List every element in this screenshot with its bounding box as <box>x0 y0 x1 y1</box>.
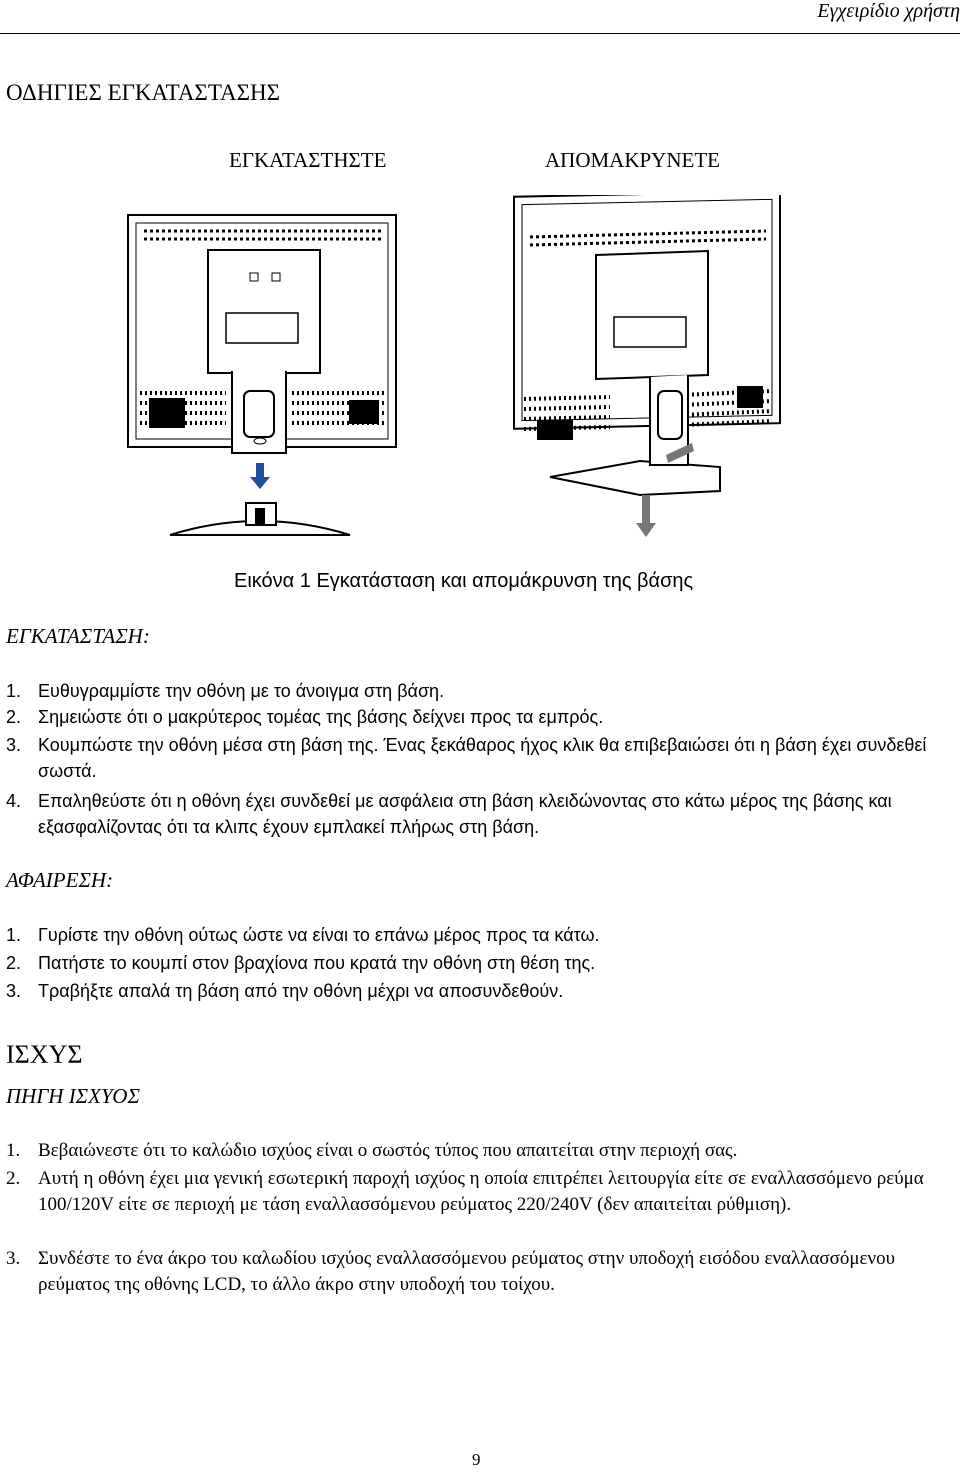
power-step-number: 1. <box>6 1140 21 1161</box>
figure-label-install: ΕΓΚΑΤΑΣΤΗΣΤΕ <box>229 148 387 172</box>
install-step-text: Σημειώστε ότι ο μακρύτερος τομέας της βάσης δείχνει προς τα εμπρός. <box>38 707 604 727</box>
stand-base-left <box>170 503 350 535</box>
power-heading: ΙΣΧΥΣ <box>6 1040 83 1069</box>
remove-step-number: 3. <box>6 981 22 1001</box>
remove-step-text: Τραβήξτε απαλά τη βάση από την οθόνη μέχρι να αποσυνδεθούν. <box>38 981 564 1001</box>
install-section-title: ΕΓΚΑΤΑΣΤΑΣΗ: <box>6 624 150 648</box>
power-step-text: Βεβαιώνεστε ότι το καλώδιο ισχύος είναι ο σωστός τύπος που απαιτείται στην περιοχή σας. <box>38 1140 738 1161</box>
remove-step <box>6 978 956 1004</box>
install-step-text: Επαληθεύστε ότι η οθόνη έχει συνδεθεί με ασφάλεια στη βάση κλειδώνοντας στο κάτω μέρος της βάσης και εξασφαλίζοντας ότι τα κλιπς έχουν εμπλακεί πλήρως στη βάση. <box>38 791 892 837</box>
remove-step-number: 2. <box>6 953 22 973</box>
install-step-number: 3. <box>6 735 22 755</box>
remove-step-number: 1. <box>6 925 22 945</box>
install-step-number: 2. <box>6 707 22 727</box>
page-number: 9 <box>472 1450 481 1469</box>
arrow-down-icon <box>250 463 270 489</box>
remove-step <box>6 922 956 948</box>
install-step <box>6 678 956 704</box>
install-step-number: 4. <box>6 791 22 811</box>
figure-caption: Εικόνα 1 Εγκατάσταση και απομάκρυνση της βάσης <box>234 570 694 592</box>
stand-installation-figure <box>120 195 800 565</box>
install-step-text: Κουμπώστε την οθόνη μέσα στη βάση της. Ένας ξεκάθαρος ήχος κλικ θα επιβεβαιώσει ότι η βάση έχει συνδεθεί σωστά. <box>38 735 927 781</box>
install-step <box>6 732 956 784</box>
power-step-number: 2. <box>6 1168 21 1189</box>
remove-section-title: ΑΦΑΙΡΕΣΗ: <box>6 868 114 892</box>
power-step <box>6 1246 956 1298</box>
power-step <box>6 1138 956 1164</box>
install-step <box>6 704 956 730</box>
installation-heading: ΟΔΗΓΙΕΣ ΕΓΚΑΤΑΣΤΑΣΗΣ <box>6 80 281 105</box>
header-title: Εγχειρίδιο χρήστη <box>817 0 960 22</box>
install-step-number: 1. <box>6 681 22 701</box>
remove-step-text: Γυρίστε την οθόνη ούτως ώστε να είναι το επάνω μέρος προς τα κάτω. <box>38 925 600 945</box>
power-step-text: Αυτή η οθόνη έχει μια γενική εσωτερική παροχή ισχύος η οποία επιτρέπει λειτουργία είτε σε εναλλασσόμενο ρεύμα 100/120V είτε σε περιοχή με τάση εναλλασσόμενου ρεύματος 220/240V (δεν απαιτείται ρύθμιση). <box>38 1168 924 1215</box>
monitor-right-illustration <box>514 195 780 495</box>
monitor-left-illustration <box>128 215 396 453</box>
power-subheading: ΠΗΓΗ ΙΣΧΥΟΣ <box>6 1084 140 1108</box>
remove-step <box>6 950 956 976</box>
power-step <box>6 1166 956 1218</box>
install-step <box>6 788 956 840</box>
power-step-text: Συνδέστε το ένα άκρο του καλωδίου ισχύος εναλλασσόμενου ρεύματος στην υποδοχή εισόδου εναλλασσόμενου ρεύματος της οθόνης LCD, το άλλο άκρο στην υποδοχή του τοίχου. <box>38 1248 896 1295</box>
install-step-text: Ευθυγραμμίστε την οθόνη με το άνοιγμα στη βάση. <box>38 681 445 701</box>
remove-step-text: Πατήστε το κουμπί στον βραχίονα που κρατά την οθόνη στη θέση της. <box>38 953 596 973</box>
header-divider <box>0 33 960 34</box>
figure-label-remove: ΑΠΟΜΑΚΡΥΝΕΤΕ <box>545 148 720 172</box>
power-step-number: 3. <box>6 1248 21 1269</box>
